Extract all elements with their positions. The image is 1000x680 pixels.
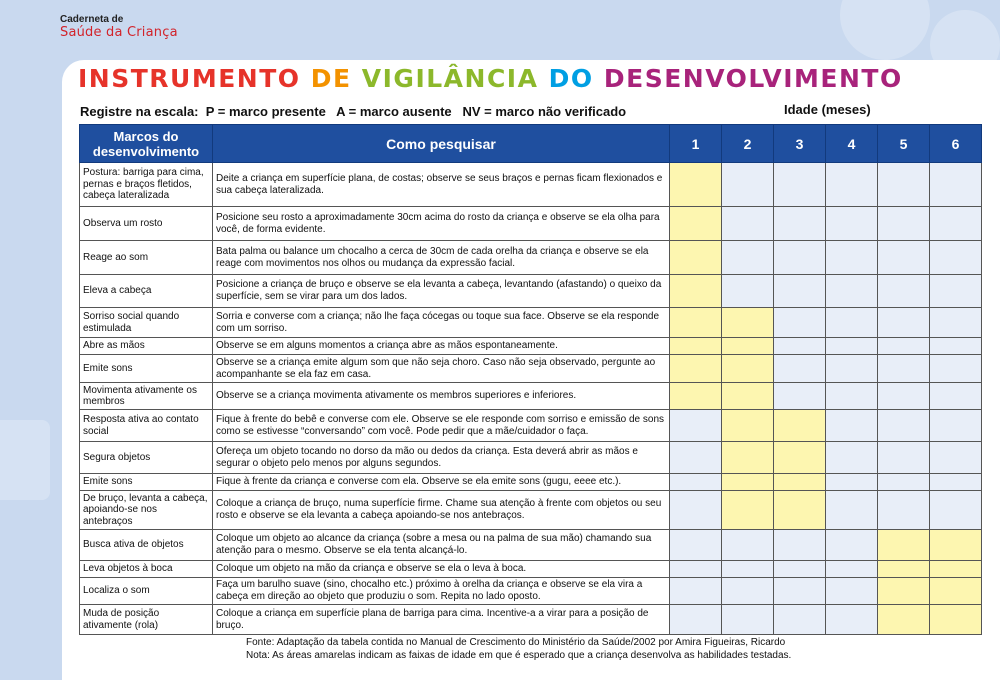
como-cell: Fique à frente da criança e converse com ela. Observe se ela emite sons (gugu, eeee etc.).: [213, 474, 670, 491]
month-3-cell[interactable]: [774, 338, 826, 355]
month-2-cell[interactable]: [722, 275, 774, 308]
month-header: 1: [670, 125, 722, 163]
month-3-cell[interactable]: [774, 410, 826, 442]
como-cell: Ofereça um objeto tocando no dorso da mão ou dedos da criança. Esta deverá abrir as mãos e segurar o objeto pelo menos por alguns segundos.: [213, 442, 670, 474]
month-5-cell[interactable]: [878, 474, 930, 491]
month-6-cell[interactable]: [930, 530, 982, 561]
month-6-cell[interactable]: [930, 308, 982, 338]
month-4-cell[interactable]: [826, 163, 878, 207]
title-word: INSTRUMENTO: [78, 64, 311, 93]
month-3-cell[interactable]: [774, 275, 826, 308]
month-3-cell[interactable]: [774, 578, 826, 605]
month-1-cell[interactable]: [670, 355, 722, 383]
month-3-cell[interactable]: [774, 241, 826, 275]
month-4-cell[interactable]: [826, 355, 878, 383]
table-row: [80, 578, 982, 605]
month-6-cell[interactable]: [930, 605, 982, 635]
como-cell: Posicione a criança de bruço e observe se ela levanta a cabeça, levantando (afastando) o queixo da superfície, sem se virar para um dos lados.: [213, 275, 670, 308]
month-2-cell[interactable]: [722, 308, 774, 338]
month-2-cell[interactable]: [722, 530, 774, 561]
como-cell: Deite a criança em superfície plana, de costas; observe se seus braços e pernas ficam flexionados e sua cabeça lateralizada.: [213, 163, 670, 207]
month-1-cell[interactable]: [670, 578, 722, 605]
month-3-cell[interactable]: [774, 207, 826, 241]
table-header-row: [80, 125, 982, 163]
como-cell: Observe se em alguns momentos a criança abre as mãos espontaneamente.: [213, 338, 670, 355]
scale-legend: Registre na escala: P = marco presente A = marco ausente NV = marco não verificado: [80, 104, 627, 119]
marco-cell: Postura: barriga para cima, pernas e braços fletidos, cabeça lateralizada: [80, 163, 213, 207]
month-4-cell[interactable]: [826, 578, 878, 605]
month-6-cell[interactable]: [930, 491, 982, 530]
month-3-cell[interactable]: [774, 383, 826, 410]
brand-line1: Caderneta de: [60, 14, 124, 25]
month-2-cell[interactable]: [722, 338, 774, 355]
month-5-cell[interactable]: [878, 355, 930, 383]
col-marcos-header: Marcos do desenvolvimento: [80, 125, 213, 163]
month-3-cell[interactable]: [774, 442, 826, 474]
month-2-cell[interactable]: [722, 474, 774, 491]
month-3-cell[interactable]: [774, 605, 826, 635]
month-3-cell[interactable]: [774, 163, 826, 207]
como-cell: Coloque a criança em superfície plana de barriga para cima. Incentive-a a virar para a posição de bruço.: [213, 605, 670, 635]
table-row: [80, 561, 982, 578]
como-cell: Observe se a criança emite algum som que não seja choro. Caso não seja observado, pergunte ao acompanhante se ela faz em casa.: [213, 355, 670, 383]
month-3-cell[interactable]: [774, 308, 826, 338]
month-3-cell[interactable]: [774, 474, 826, 491]
month-6-cell[interactable]: [930, 163, 982, 207]
table-row: [80, 338, 982, 355]
como-cell: Sorria e converse com a criança; não lhe faça cócegas ou toque sua face. Observe se ela responde com um sorriso.: [213, 308, 670, 338]
como-cell: Faça um barulho suave (sino, chocalho etc.) próximo à orelha da criança e observe se ela vira a cabeça em direção ao objeto que produziu o som. Repita no lado oposto.: [213, 578, 670, 605]
table-row: [80, 355, 982, 383]
month-2-cell[interactable]: [722, 491, 774, 530]
month-1-cell[interactable]: [670, 207, 722, 241]
month-4-cell[interactable]: [826, 442, 878, 474]
title-word: DO: [548, 64, 604, 93]
month-2-cell[interactable]: [722, 561, 774, 578]
title-word: VIGILÂNCIA: [361, 64, 549, 93]
footer-note: Nota: As áreas amarelas indicam as faixas de idade em que é esperado que a criança desenvolva as habilidades testadas.: [246, 650, 792, 661]
marco-cell: Busca ativa de objetos: [80, 530, 213, 561]
como-cell: Coloque um objeto na mão da criança e observe se ela o leva à boca.: [213, 561, 670, 578]
month-2-cell[interactable]: [722, 383, 774, 410]
como-cell: Bata palma ou balance um chocalho a cerca de 30cm de cada orelha da criança e observe se ela reage com movimentos nos olhos ou mudança da expressão facial.: [213, 241, 670, 275]
month-6-cell[interactable]: [930, 578, 982, 605]
month-4-cell[interactable]: [826, 207, 878, 241]
month-5-cell[interactable]: [878, 308, 930, 338]
table-row: [80, 442, 982, 474]
month-1-cell[interactable]: [670, 163, 722, 207]
development-table: [79, 124, 982, 635]
table-row: [80, 207, 982, 241]
month-1-cell[interactable]: [670, 383, 722, 410]
month-6-cell[interactable]: [930, 561, 982, 578]
month-4-cell[interactable]: [826, 275, 878, 308]
month-6-cell[interactable]: [930, 410, 982, 442]
marco-cell: Leva objetos à boca: [80, 561, 213, 578]
month-1-cell[interactable]: [670, 241, 722, 275]
marco-cell: Emite sons: [80, 474, 213, 491]
marco-cell: Sorriso social quando estimulada: [80, 308, 213, 338]
month-4-cell[interactable]: [826, 308, 878, 338]
marco-cell: Movimenta ativamente os membros: [80, 383, 213, 410]
month-header: 5: [878, 125, 930, 163]
month-4-cell[interactable]: [826, 530, 878, 561]
background-ball: [0, 420, 50, 500]
table-row: [80, 383, 982, 410]
month-5-cell[interactable]: [878, 578, 930, 605]
marco-cell: Localiza o som: [80, 578, 213, 605]
marco-cell: Muda de posição ativamente (rola): [80, 605, 213, 635]
marco-cell: Segura objetos: [80, 442, 213, 474]
month-3-cell[interactable]: [774, 561, 826, 578]
month-5-cell[interactable]: [878, 410, 930, 442]
month-4-cell[interactable]: [826, 410, 878, 442]
month-4-cell[interactable]: [826, 491, 878, 530]
month-2-cell[interactable]: [722, 410, 774, 442]
month-2-cell[interactable]: [722, 241, 774, 275]
month-1-cell[interactable]: [670, 530, 722, 561]
table-row: [80, 474, 982, 491]
background-ball: [840, 0, 930, 60]
month-2-cell[interactable]: [722, 442, 774, 474]
month-5-cell[interactable]: [878, 338, 930, 355]
month-5-cell[interactable]: [878, 275, 930, 308]
month-1-cell[interactable]: [670, 491, 722, 530]
brand-line2: Saúde da Criança: [60, 25, 178, 40]
month-4-cell[interactable]: [826, 605, 878, 635]
month-6-cell[interactable]: [930, 275, 982, 308]
month-1-cell[interactable]: [670, 474, 722, 491]
title-word: DE: [310, 64, 362, 93]
month-2-cell[interactable]: [722, 355, 774, 383]
month-6-cell[interactable]: [930, 474, 982, 491]
marco-cell: Observa um rosto: [80, 207, 213, 241]
month-6-cell[interactable]: [930, 355, 982, 383]
month-5-cell[interactable]: [878, 442, 930, 474]
month-5-cell[interactable]: [878, 163, 930, 207]
month-5-cell[interactable]: [878, 561, 930, 578]
table-row: [80, 163, 982, 207]
month-3-cell[interactable]: [774, 491, 826, 530]
month-5-cell[interactable]: [878, 207, 930, 241]
month-3-cell[interactable]: [774, 530, 826, 561]
table-row: [80, 605, 982, 635]
marco-cell: Abre as mãos: [80, 338, 213, 355]
table-row: [80, 491, 982, 530]
month-4-cell[interactable]: [826, 338, 878, 355]
brand-logo: [60, 14, 178, 40]
month-header: 6: [930, 125, 982, 163]
como-cell: Fique à frente do bebê e converse com ele. Observe se ele responde com sorriso e emissão de sons como se estivesse “conversando” com você. Pode pedir que a mãe/cuidador o faça.: [213, 410, 670, 442]
como-cell: Posicione seu rosto a aproximadamente 30cm acima do rosto da criança e observe se ela olha para você, de forma evidente.: [213, 207, 670, 241]
month-3-cell[interactable]: [774, 355, 826, 383]
marco-cell: De bruço, levanta a cabeça, apoiando-se nos antebraços: [80, 491, 213, 530]
month-5-cell[interactable]: [878, 530, 930, 561]
month-1-cell[interactable]: [670, 308, 722, 338]
month-1-cell[interactable]: [670, 275, 722, 308]
marco-cell: Resposta ativa ao contato social: [80, 410, 213, 442]
como-cell: Observe se a criança movimenta ativamente os membros superiores e inferiores.: [213, 383, 670, 410]
month-6-cell[interactable]: [930, 383, 982, 410]
month-2-cell[interactable]: [722, 163, 774, 207]
month-1-cell[interactable]: [670, 561, 722, 578]
como-cell: Coloque a criança de bruço, numa superfície firme. Chame sua atenção à frente com objetos ou seu rosto e observe se ela levanta a cabeça apoiando-se nos antebraços.: [213, 491, 670, 530]
month-5-cell[interactable]: [878, 491, 930, 530]
month-4-cell[interactable]: [826, 474, 878, 491]
como-cell: Coloque um objeto ao alcance da criança (sobre a mesa ou na palma de sua mão) chamando sua atenção para o mesmo. Observe se ela tenta alcançá-lo.: [213, 530, 670, 561]
month-1-cell[interactable]: [670, 442, 722, 474]
month-6-cell[interactable]: [930, 338, 982, 355]
month-5-cell[interactable]: [878, 241, 930, 275]
month-4-cell[interactable]: [826, 241, 878, 275]
month-4-cell[interactable]: [826, 383, 878, 410]
month-2-cell[interactable]: [722, 578, 774, 605]
month-2-cell[interactable]: [722, 605, 774, 635]
month-6-cell[interactable]: [930, 241, 982, 275]
month-2-cell[interactable]: [722, 207, 774, 241]
month-6-cell[interactable]: [930, 207, 982, 241]
month-5-cell[interactable]: [878, 605, 930, 635]
month-1-cell[interactable]: [670, 338, 722, 355]
age-label: Idade (meses): [784, 102, 871, 117]
table-row: [80, 241, 982, 275]
table-row: [80, 530, 982, 561]
month-1-cell[interactable]: [670, 410, 722, 442]
month-6-cell[interactable]: [930, 442, 982, 474]
marco-cell: Reage ao som: [80, 241, 213, 275]
month-header: 4: [826, 125, 878, 163]
month-header: 3: [774, 125, 826, 163]
marco-cell: Eleva a cabeça: [80, 275, 213, 308]
footer-source: Fonte: Adaptação da tabela contida no Manual de Crescimento do Ministério da Saúde/2002 por Amira Figueiras, Ricardo: [246, 637, 786, 648]
month-5-cell[interactable]: [878, 383, 930, 410]
month-1-cell[interactable]: [670, 605, 722, 635]
table-row: [80, 410, 982, 442]
page-title: [78, 64, 903, 93]
title-word: DESENVOLVIMENTO: [603, 64, 903, 93]
table-row: [80, 275, 982, 308]
col-como-header: Como pesquisar: [213, 125, 670, 163]
marco-cell: Emite sons: [80, 355, 213, 383]
month-header: 2: [722, 125, 774, 163]
table-row: [80, 308, 982, 338]
month-4-cell[interactable]: [826, 561, 878, 578]
